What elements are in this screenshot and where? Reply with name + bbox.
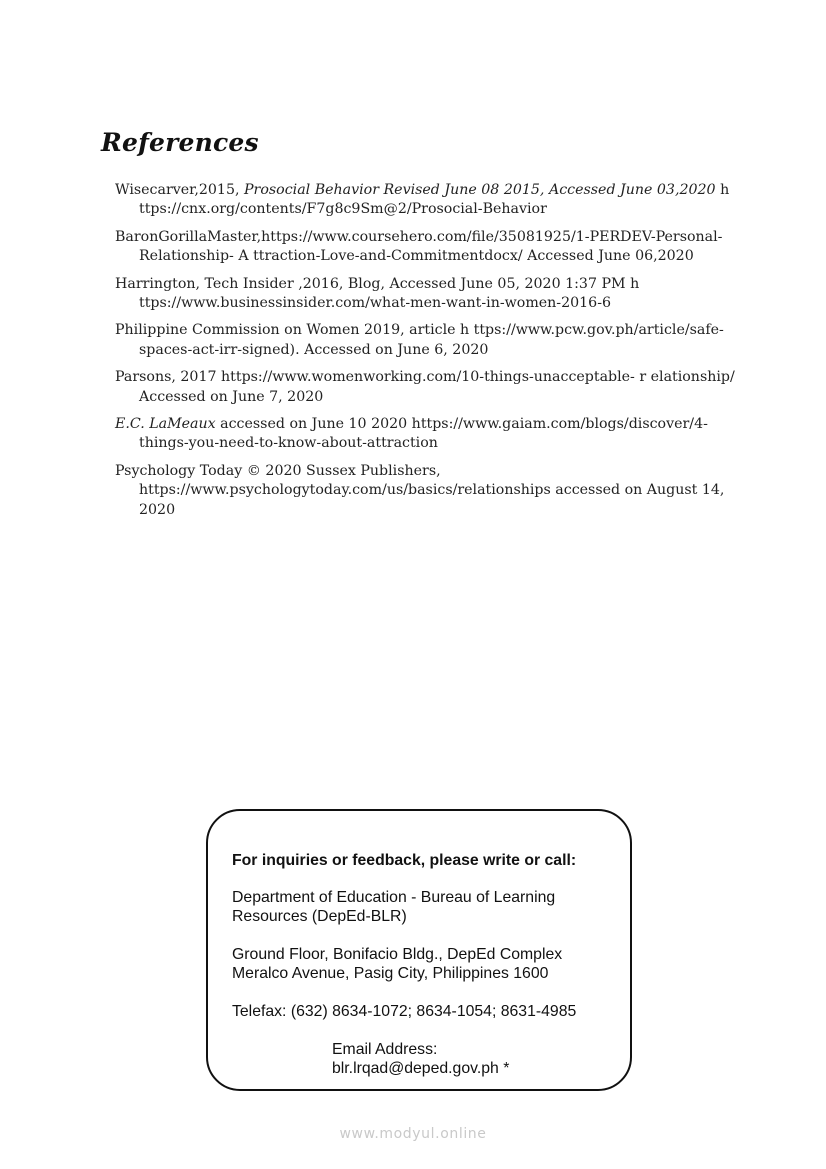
reference-item xyxy=(115,321,735,360)
address-line-2: Meralco Avenue, Pasig City, Philippines 1600 xyxy=(232,965,549,982)
reference-item xyxy=(115,368,735,407)
reference-text: Wisecarver,2015, xyxy=(115,182,245,198)
email-label: Email Address: xyxy=(332,1041,438,1058)
reference-text: Harrington, Tech Insider ,2016, Blog, Accessed June 05, 2020 1:37 PM h ttps://www.businessinsider.com/what-men-want-in-women-2016-6 xyxy=(115,275,640,312)
reference-italic-text: E.C. LaMeaux xyxy=(115,416,216,433)
reference-tail-text: h ttps://cnx.org/contents/F7g8c9Sm@2/Prosocial-Behavior xyxy=(139,182,730,218)
reference-text: BaronGorillaMaster,https://www.coursehero.com/file/35081925/1-PERDEV-Personal-Relationship- A ttraction-Love-and-Commitmentdocx/ Accessed June 06,2020 xyxy=(115,228,723,265)
contact-telefax: Telefax: (632) 8634-1072; 8634-1054; 8631-4985 xyxy=(232,1003,577,1020)
contact-department xyxy=(232,888,555,926)
address-line-1: Ground Floor, Bonifacio Bldg., DepEd Complex xyxy=(232,946,563,963)
department-line-2: Resources (DepEd-BLR) xyxy=(232,908,407,925)
reference-item xyxy=(115,462,735,520)
reference-item xyxy=(115,275,735,314)
email-address: blr.lrqad@deped.gov.ph * xyxy=(332,1060,510,1077)
contact-email xyxy=(332,1040,509,1078)
contact-title: For inquiries or feedback, please write or call: xyxy=(232,852,577,869)
reference-italic-text: Prosocial Behavior Revised June 08 2015, Accessed June 03,2020 xyxy=(244,182,716,198)
page-title: References xyxy=(101,128,259,157)
contact-address xyxy=(232,945,562,983)
reference-tail-text: accessed on June 10 2020 https://www.gaiam.com/blogs/discover/4-things-you-need-to-know-about-attraction xyxy=(139,416,708,452)
reference-item xyxy=(115,228,735,267)
contact-info-box xyxy=(206,809,632,1091)
reference-text: Philippine Commission on Women 2019, article h ttps://www.pcw.gov.ph/article/safe-spaces-act-irr-signed). Accessed on June 6, 2020 xyxy=(115,322,724,358)
reference-text: Psychology Today © 2020 Sussex Publishers, https://www.psychologytoday.com/us/basics/relationships accessed on August 14, 2020 xyxy=(115,462,725,518)
reference-item xyxy=(115,181,735,220)
reference-text: Parsons, 2017 https://www.womenworking.com/10-things-unacceptable- r elationship/ Accessed on June 7, 2020 xyxy=(115,369,735,405)
department-line-1: Department of Education - Bureau of Learning xyxy=(232,889,556,906)
watermark: www.modyul.online xyxy=(339,1126,487,1142)
reference-item xyxy=(115,415,735,454)
references-list xyxy=(115,181,735,528)
